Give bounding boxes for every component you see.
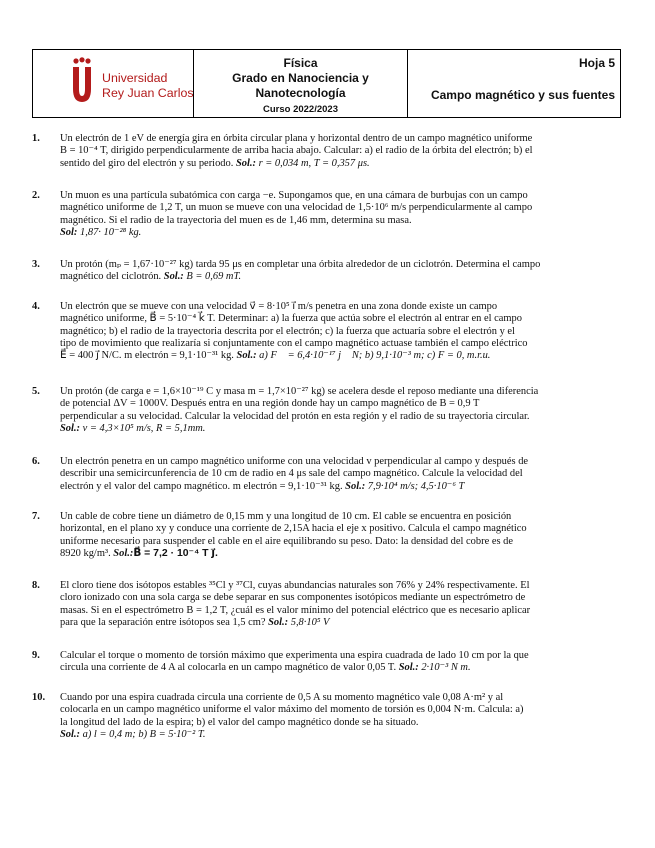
problem-6: [32, 456, 610, 493]
problem-line: Cuando por una espira cuadrada circula una corriente de 0,5 A su momento magnético vale 0,08 A·m² y al: [60, 692, 504, 703]
subject-title: Física: [283, 56, 318, 70]
problem-number: 4.: [32, 301, 40, 312]
problem-number: 6.: [32, 456, 40, 467]
problem-text: [60, 386, 610, 435]
problem-line: [60, 548, 610, 560]
problem-line-text: 8920 kg/m³.: [60, 547, 111, 559]
problem-line: de potencial ΔV = 1000V. Después entra en una región donde hay un campo magnético de B = 0,9 T: [60, 398, 480, 410]
problem-5: [32, 386, 610, 435]
problem-line: magnético; b) el radio de la trayectoria descrita por el electrón; c) la fuerza que actuaría sobre el electrón y el: [60, 325, 515, 337]
problem-line: la longitud del lado de la espira; b) el valor del campo magnético donde se ha situado.: [60, 716, 419, 728]
solution-label: Sol.:: [60, 422, 81, 434]
problem-line-text: E⃗ = 400 j⃗ N/C. m electrón = 9,1·10⁻³¹ kg.: [60, 350, 234, 362]
problem-line: cloro ionizado con una sola carga se debe separar en sus componentes isotópicos mediante un espectrómetro de: [60, 592, 526, 604]
problem-text: [60, 190, 610, 239]
solution-label: Sol.:: [163, 271, 184, 283]
problem-line: describir una semicircunferencia de 10 cm de radio en 4 μs sale del campo magnético. Calcule la velocidad del: [60, 468, 523, 480]
sheet-topic: Campo magnético y sus fuentes: [430, 88, 615, 102]
sheet-number: Hoja 5: [578, 56, 615, 70]
problem-3: [32, 259, 610, 284]
problem-text: [60, 133, 610, 170]
problem-line: [60, 729, 610, 741]
solution-label: Sol:: [60, 226, 78, 238]
problem-number: 7.: [32, 511, 40, 522]
solution-text: a) F⃗ = 6,4·10⁻¹⁷ j⃗ N; b) 9,1·10⁻³ m; c) F = 0, m.r.u.: [256, 350, 491, 362]
problem-line: perpendicular a su velocidad. Calcular la velocidad del protón en esta región y el radio de su trayectoria circular.: [60, 410, 530, 422]
problem-line: B = 10⁻⁴ T, dirigido perpendicularmente de arriba hacia abajo. Calcular: a) el radio de la órbita del electrón; b) el: [60, 145, 533, 157]
problem-line: Un protón (de carga e = 1,6×10⁻¹⁹ C y masa m = 1,7×10⁻²⁷ kg) se acelera desde el reposo mediante una diferencia: [60, 386, 539, 397]
problem-line: horizontal, en el plano xy y conduce una corriente de 2,15A hacia el eje x positivo. Calcula el campo magnético: [60, 523, 527, 535]
solution-label: Sol.:: [268, 616, 289, 628]
university-name: [102, 71, 194, 101]
degree-line2: Nanotecnología: [255, 86, 346, 100]
problem-line: [60, 350, 610, 362]
problem-line-text: para que la separación entre isótopos sea 1,5 cm?: [60, 616, 266, 628]
problem-line: magnético. Si el radio de la trayectoria del muen es de 1,46 mm, determina su masa.: [60, 214, 412, 226]
university-logo-icon: [71, 57, 93, 103]
problem-1: [32, 133, 610, 170]
solution-label: Sol.:: [235, 157, 256, 169]
degree-line1: Grado en Nanociencia y: [232, 71, 369, 85]
problem-line: masas. Si en el espectrómetro B = 1,2 T, ¿cuál es el valor mínimo del potencial eléctrico que es necesario aplicar: [60, 604, 531, 616]
header-table: [32, 49, 621, 118]
problem-text: [60, 650, 610, 675]
problem-line: [60, 481, 610, 493]
problem-text: [60, 692, 610, 741]
problem-8: [32, 580, 610, 629]
problem-line: uniforme necesario para suspender el cable en el aire equilibrando su peso. Dato: la densidad del cobre es de: [60, 535, 513, 547]
problem-line: [60, 662, 610, 674]
problem-line: Un protón (mₚ = 1,67·10⁻²⁷ kg) tarda 95 μs en completar una órbita alrededor de un ciclotrón. Determina el campo: [60, 259, 541, 270]
header-logo-cell: [33, 50, 194, 117]
header-sheet-cell: [408, 50, 620, 117]
problem-line: Calcular el torque o momento de torsión máximo que experimenta una espira cuadrada de lado 10 cm por la que: [60, 650, 529, 661]
problem-line: magnético uniforme, B⃗ = 5·10⁻⁴ k⃗ T. Determinar: a) la fuerza que actúa sobre el electrón al entrar en el campo: [60, 313, 522, 325]
problem-text: [60, 456, 610, 493]
problem-line: [60, 158, 610, 170]
problem-line: [60, 617, 610, 629]
problem-line: colocarla en un campo magnético uniforme el valor máximo del momento de torsión es 0,004 N·m. Calcula: a): [60, 704, 524, 716]
solution-label: Sol.:: [113, 547, 134, 559]
solution-text: 7,9·10⁴ m/s; 4,5·10⁻⁶ T: [365, 480, 465, 492]
solution-label: Sol.:: [398, 662, 419, 674]
solution-text: B⃗ = 7,2 · 10⁻⁴ T j⃗.: [133, 547, 218, 559]
problem-line: Un muon es una partícula subatómica con carga −e. Supongamos que, en una cámara de burbujas con un campo: [60, 190, 528, 201]
problem-line-text: electrón y el valor del campo magnético. m electrón = 9,1·10⁻³¹ kg.: [60, 480, 343, 492]
problem-line-text: sentido del giro del electrón y su periodo.: [60, 157, 234, 169]
problem-number: 2.: [32, 190, 40, 201]
university-name-line1: Universidad: [102, 71, 168, 85]
problem-text: [60, 580, 610, 629]
solution-label: Sol.:: [60, 728, 81, 740]
problem-text: [60, 259, 610, 284]
problem-7: [32, 511, 610, 560]
solution-text: r = 0,034 m, T = 0,357 μs.: [255, 157, 370, 169]
problem-line: Un electrón que se mueve con una velocidad v⃗ = 8·10⁵ i⃗ m/s penetra en una zona donde existe un campo: [60, 301, 498, 312]
problem-number: 5.: [32, 386, 40, 397]
problem-4: [32, 301, 610, 362]
solution-text: B = 0,69 mT.: [183, 271, 242, 283]
header-subject-cell: [194, 50, 408, 117]
problem-text: [60, 511, 610, 560]
problem-line: El cloro tiene dos isótopos estables ³⁵Cl y ³⁷Cl, cuyas abundancias naturales son 76% y 24% respectivamente. El: [60, 580, 530, 591]
solution-text: a) l = 0,4 m; b) B = 5·10⁻² T.: [80, 728, 206, 740]
problem-line: [60, 423, 610, 435]
problem-text: [60, 301, 610, 362]
problem-number: 1.: [32, 133, 40, 144]
university-name-line2: Rey Juan Carlos: [102, 86, 194, 100]
solution-label: Sol.:: [236, 350, 257, 362]
problem-line-text: magnético del ciclotrón.: [60, 271, 162, 283]
problem-number: 3.: [32, 259, 40, 270]
problem-line: Un electrón de 1 eV de energía gira en órbita circular plana y horizontal dentro de un campo magnético uniforme: [60, 133, 533, 144]
problem-line: Un electrón penetra en un campo magnético uniforme con una velocidad v perpendicular al campo y después de: [60, 456, 529, 467]
solution-label: Sol.:: [345, 480, 366, 492]
problem-line: magnético uniforme de 1,2 T, un muon se mueve con una velocidad de 1,5·10⁶ m/s perpendicularmente al campo: [60, 202, 533, 214]
problem-number: 8.: [32, 580, 40, 591]
problem-9: [32, 650, 610, 675]
problem-line: tipo de movimiento que realizaría si conjuntamente con el campo magnético actuase también el campo eléctrico: [60, 337, 528, 349]
problem-number: 9.: [32, 650, 40, 661]
solution-text: 1,87· 10⁻²⁸ kg.: [77, 226, 142, 238]
solution-text: 2·10⁻³ N m.: [418, 662, 471, 674]
problem-line: [60, 271, 610, 283]
problem-line: Un cable de cobre tiene un diámetro de 0,15 mm y una longitud de 10 cm. El cable se encuentra en posición: [60, 511, 512, 522]
problem-2: [32, 190, 610, 239]
solution-text: v = 4,3×10⁵ m/s, R = 5,1mm.: [80, 422, 206, 434]
solution-text: 5,8·10⁵ V: [288, 616, 330, 628]
problem-number: 10.: [32, 692, 46, 703]
problem-10: [32, 692, 610, 741]
course-year: Curso 2022/2023: [263, 104, 338, 115]
problem-line: [60, 227, 610, 239]
problem-line-text: circula una corriente de 4 A al colocarla en un campo magnético de valor 0,05 T.: [60, 662, 397, 674]
